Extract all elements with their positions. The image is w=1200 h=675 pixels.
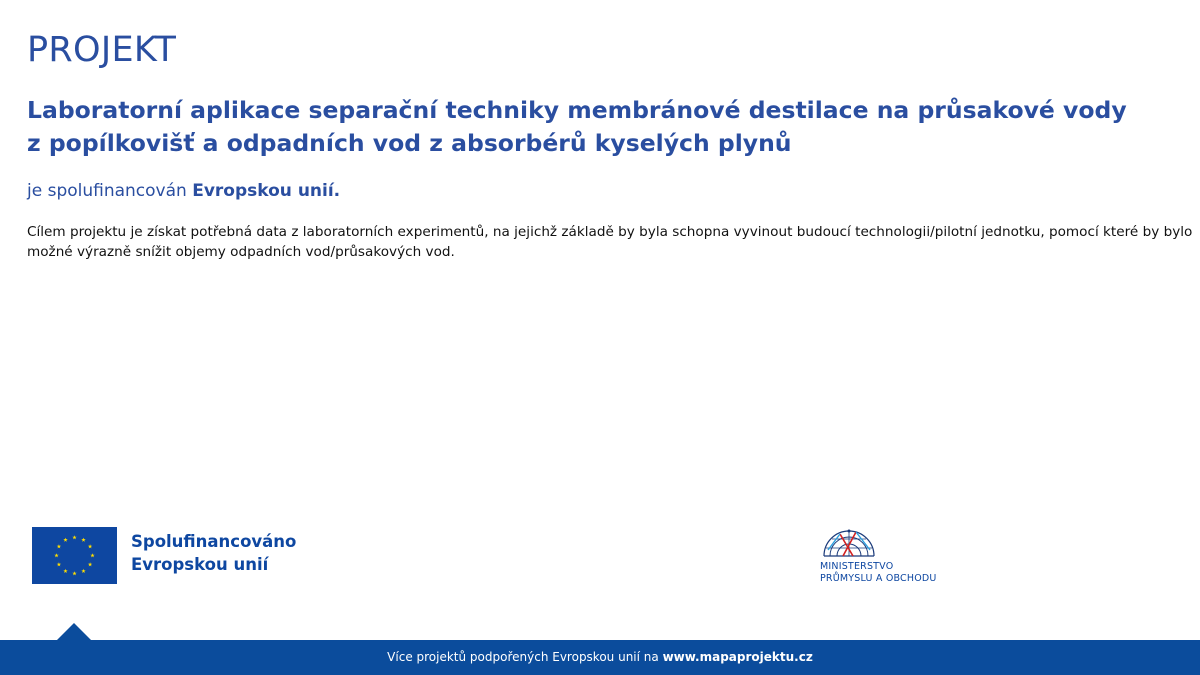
mpo-globe-icon <box>820 526 878 560</box>
cofinancing-eu: Evropskou unií. <box>192 181 341 201</box>
eu-star-icon <box>88 562 92 566</box>
footer-link[interactable]: www.mapaprojektu.cz <box>662 650 813 664</box>
project-title <box>27 94 1147 160</box>
footer-tab-decoration <box>56 623 92 641</box>
eu-star-icon <box>63 538 67 542</box>
ministry-logo-line: MINISTERSTVO <box>820 561 894 572</box>
eu-flag-stars <box>32 527 117 584</box>
eu-logo-text <box>131 530 296 576</box>
description-line: Cílem projektu je získat potřebná data z laboratorních experimentů, na jejichž základě by byla schopna vyvinout budoucí technologii/pilotní jednotku, pomocí které by bylo <box>27 224 1193 240</box>
project-description <box>27 222 1193 262</box>
ministry-logo-text <box>820 561 937 585</box>
eu-star-icon <box>57 544 61 548</box>
footer-text: Více projektů podpořených Evropskou unií na <box>387 650 663 664</box>
eu-star-icon <box>88 544 92 548</box>
eu-star-icon <box>63 569 67 573</box>
eu-star-icon <box>81 538 85 542</box>
eu-star-icon <box>54 553 58 557</box>
ministry-logo <box>820 526 960 588</box>
eu-flag-icon <box>32 527 117 584</box>
eu-star-icon <box>72 535 76 539</box>
eu-star-icon <box>90 553 94 557</box>
eu-star-icon <box>81 569 85 573</box>
page-label: PROJEKT <box>27 30 177 70</box>
footer-bar <box>0 640 1200 675</box>
project-title-line: Laboratorní aplikace separační techniky membránové destilace na průsakové vody <box>27 96 1127 124</box>
description-line: možné výrazně snížit objemy odpadních vod/průsakových vod. <box>27 244 455 260</box>
eu-star-icon <box>72 571 76 575</box>
eu-cofinancing-logo <box>32 527 332 585</box>
cofinancing-statement <box>27 181 340 201</box>
project-title-line: z popílkovišť a odpadních vod z absorbérů kyselých plynů <box>27 129 792 157</box>
ministry-logo-line: PRŮMYSLU A OBCHODU <box>820 573 937 584</box>
eu-logo-line: Evropskou unií <box>131 555 269 574</box>
cofinancing-prefix: je spolufinancován <box>27 181 193 201</box>
eu-logo-line: Spolufinancováno <box>131 532 297 551</box>
eu-star-icon <box>57 562 61 566</box>
